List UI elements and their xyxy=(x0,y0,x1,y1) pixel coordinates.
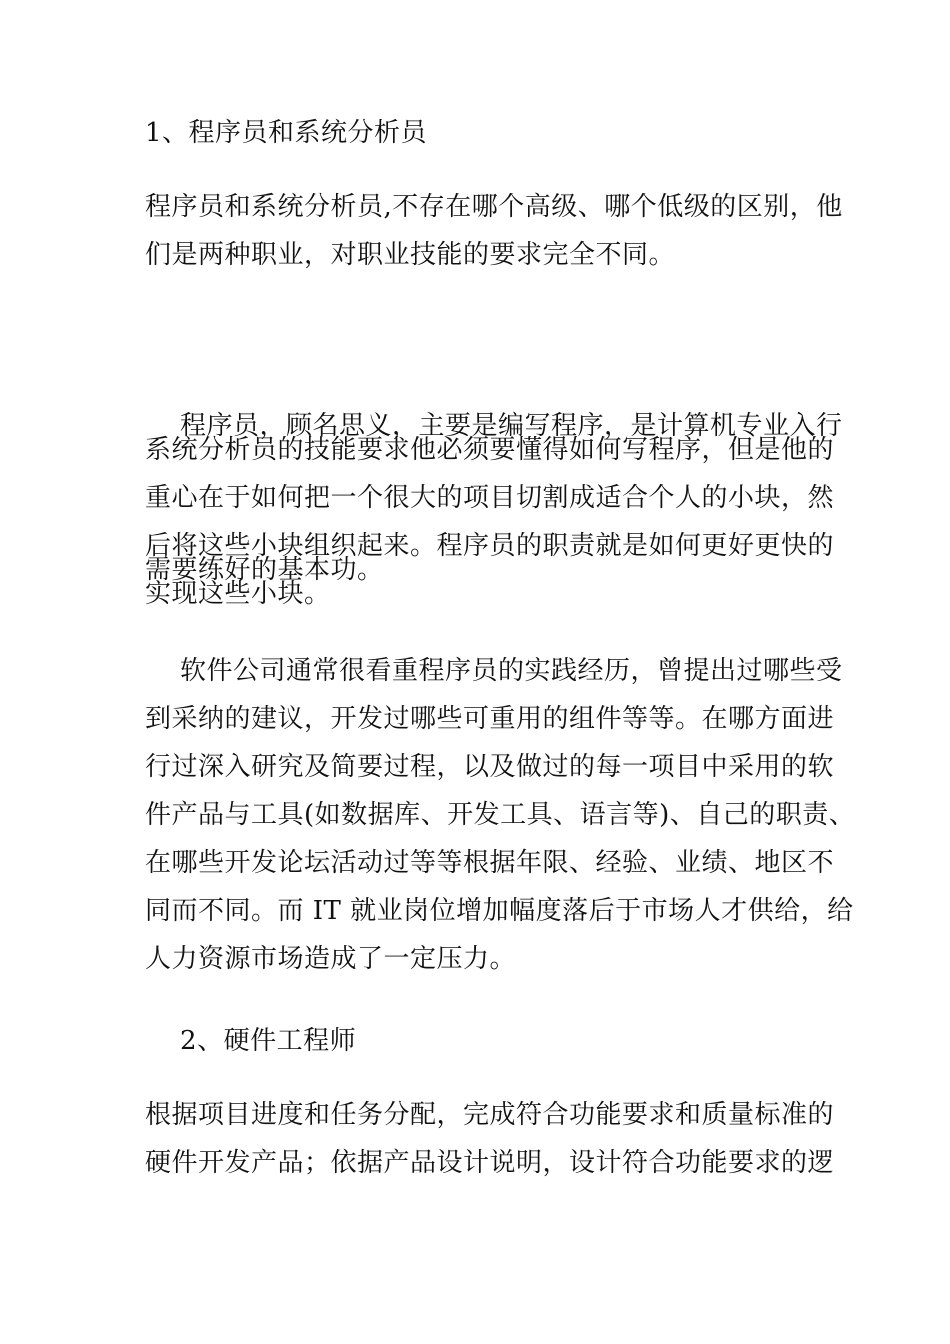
paragraph-line: 到采纳的建议，开发过哪些可重用的组件等等。在哪方面进 xyxy=(145,704,835,734)
paragraph-line: 根据项目进度和任务分配，完成符合功能要求和质量标准的 xyxy=(145,1100,835,1130)
paragraph-line: 同而不同。而 IT 就业岗位增加幅度落后于市场人才供给，给 xyxy=(145,896,854,926)
paragraph-line: 软件公司通常很看重程序员的实践经历，曾提出过哪些受 xyxy=(145,656,843,686)
paragraph-3 xyxy=(145,426,835,618)
paragraph-line: 后将这些小块组织起来。程序员的职责就是如何更好更快的 xyxy=(145,531,835,561)
paragraph-line: 重心在于如何把一个很大的项目切割成适合个人的小块，然 xyxy=(145,483,835,513)
paragraph-line: 硬件开发产品；依据产品设计说明，设计符合功能要求的逻 xyxy=(145,1148,835,1178)
paragraph-line: 件产品与工具(如数据库、开发工具、语言等)、自己的职责、 xyxy=(145,800,856,830)
paragraph-line: 人力资源市场造成了一定压力。 xyxy=(145,944,517,974)
paragraph-line: 系统分析员的技能要求他必须要懂得如何写程序，但是他的 xyxy=(145,435,835,465)
paragraph-line: 程序员和系统分析员,不存在哪个高级、哪个低级的区别，他 xyxy=(145,192,843,222)
paragraph-line: 程序员，顾名思义，主要是编写程序，是计算机专业入行 xyxy=(145,411,843,441)
paragraph-line: 实现这些小块。 xyxy=(145,579,331,609)
heading-text: 1、程序员和系统分析员 xyxy=(145,118,428,148)
paragraph-line: 在哪些开发论坛活动过等等根据年限、经验、业绩、地区不 xyxy=(145,848,835,878)
paragraph-1 xyxy=(145,183,843,279)
paragraph-4 xyxy=(145,647,856,983)
heading-text: 2、硬件工程师 xyxy=(145,1026,357,1056)
paragraph-line: 行过深入研究及简要过程，以及做过的每一项目中采用的软 xyxy=(145,752,835,782)
section-heading-1 xyxy=(145,109,810,157)
paragraph-5 xyxy=(145,1091,835,1187)
paragraph-line: 需要练好的基本功。 xyxy=(145,555,384,585)
section-heading-2 xyxy=(145,1017,810,1065)
paragraph-line: 们是两种职业，对职业技能的要求完全不同。 xyxy=(145,240,676,270)
